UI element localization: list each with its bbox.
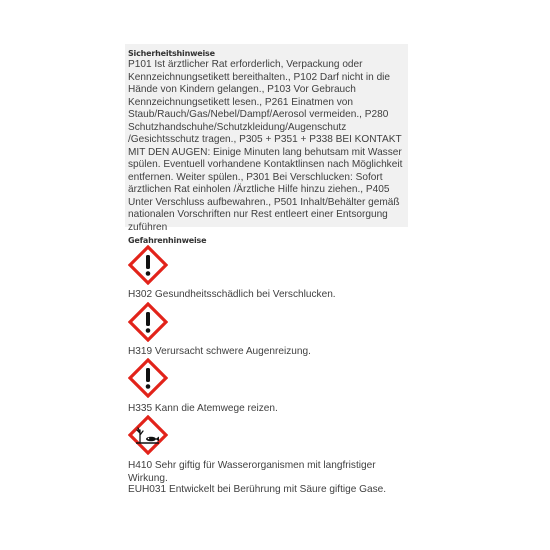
safety-text: P101 Ist ärztlicher Rat erforderlich, Verpackung oder Kennzeichnungsetikett bereithalten., P102 Darf nicht in die Hände von Kindern gelangen., P103 Vor Gebrauch Kennzeichnungsetikett lesen., P261 Einatmen von Staub/Rauch/Gas/Nebel/Dampf/Aerosol vermeiden., P280 Schutzhandschuhe/Schutzkleidung/Augenschutz /Gesichtsschutz tragen., P305 + P351 + P338 BEI KONTAKT MIT DEN AUGEN: Einige Minuten lang behutsam mit Wasser spülen. Eventuell vorhandene Kontaktlinsen nach Möglichkeit entfernen. Weiter spülen., P301 Bei Verschlucken: Sofort ärztlichen Rat einholen /Ärztliche Hilfe hinzu ziehen., P405 Unter Verschluss aufbewahren., P501 Inhalt/Behälter gemäß nationalen Vorschriften nur Rest entleert einer Entsorgung zuführen (128, 59, 403, 233)
hazard-heading: Gefahrenhinweise (128, 236, 207, 245)
exclamation-icon (128, 358, 168, 398)
hazard-statement-h335: H335 Kann die Atemwege reizen. (128, 403, 278, 414)
hazard-statement-h319: H319 Verursacht schwere Augenreizung. (128, 346, 311, 357)
exclamation-icon (128, 302, 168, 342)
hazard-statement-euh031: EUH031 Entwickelt bei Berührung mit Säure giftige Gase. (128, 484, 387, 495)
hazard-statement-h302: H302 Gesundheitsschädlich bei Verschlucken. (128, 289, 336, 300)
safety-heading: Sicherheitshinweise (128, 49, 215, 58)
exclamation-icon (128, 245, 168, 285)
safety-section (125, 44, 408, 233)
environment-icon (128, 415, 168, 455)
hazard-statement-h410: H410 Sehr giftig für Wasserorganismen mit langfristiger Wirkung. (128, 460, 376, 484)
